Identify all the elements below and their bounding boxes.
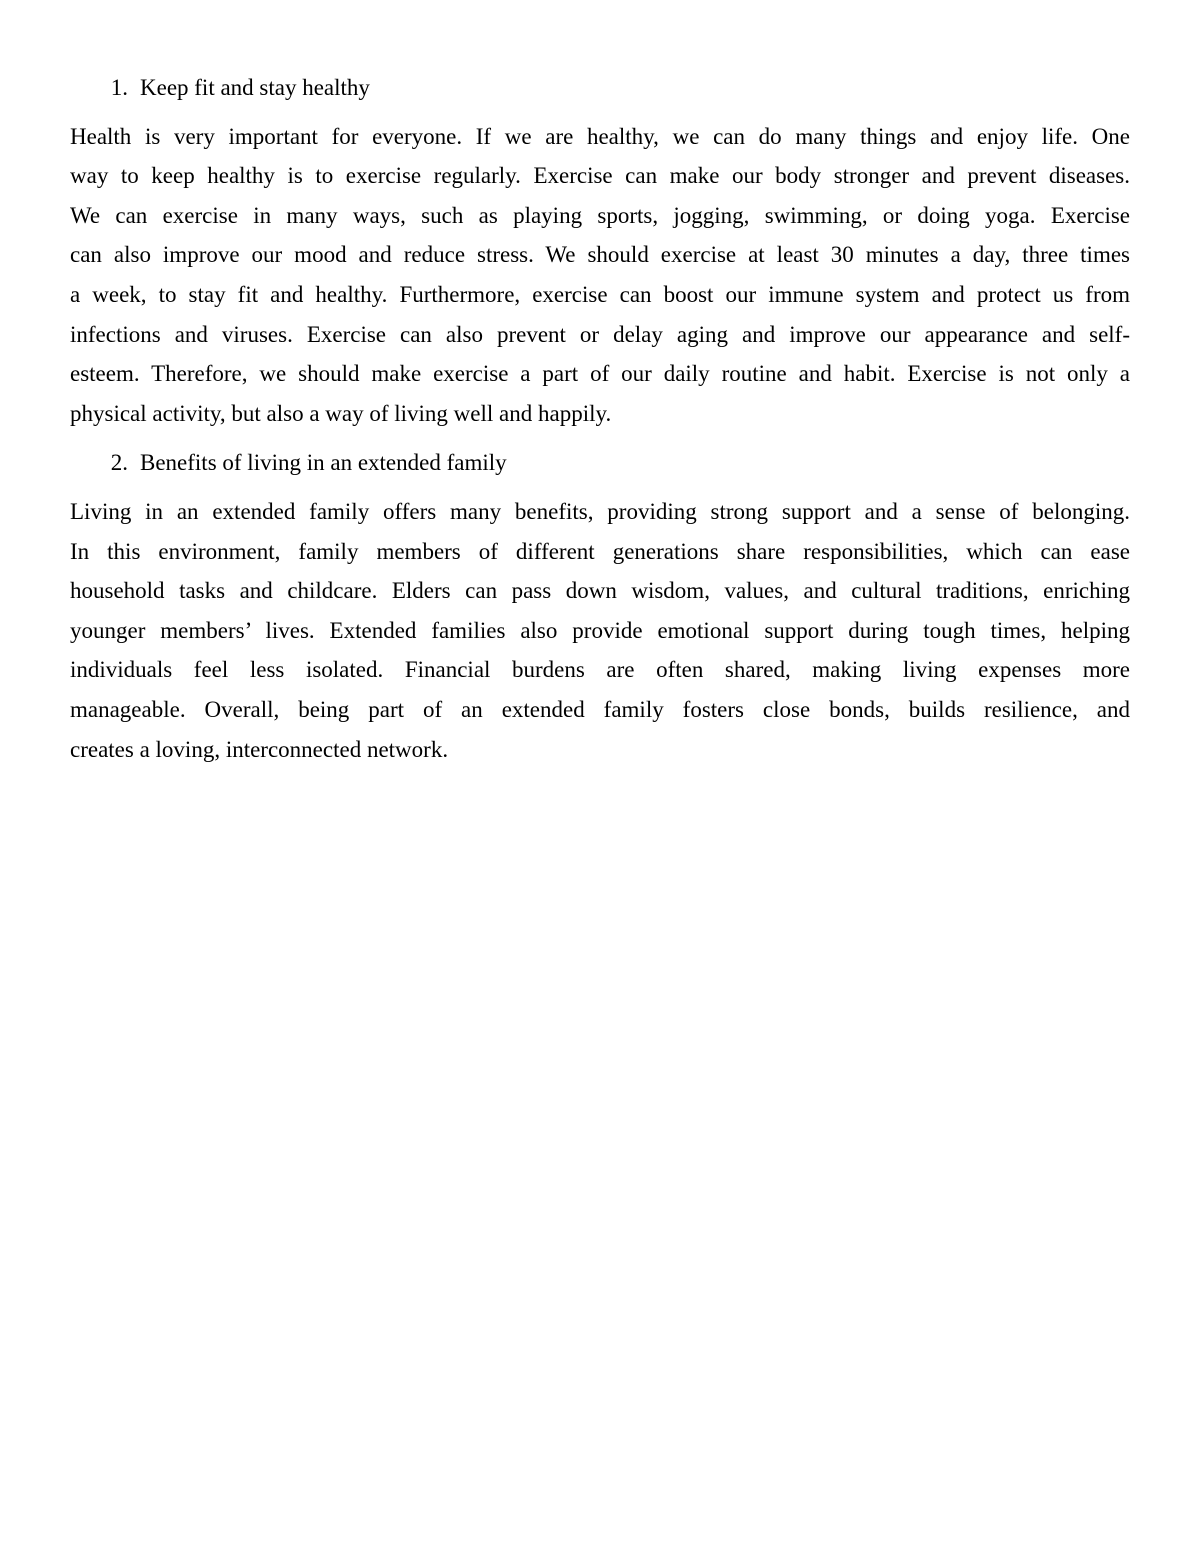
paragraph-line: physical activity, but also a way of living well and happily. — [70, 400, 612, 426]
paragraph-line: In this environment, family members of different generations share responsibilities, which can ease — [70, 538, 1130, 564]
paragraph-line: way to keep healthy is to exercise regularly. Exercise can make our body stronger and prevent diseases. — [70, 163, 1130, 189]
paragraph-line: esteem. Therefore, we should make exercise a part of our daily routine and habit. Exercise is not only a — [70, 361, 1130, 387]
paragraph-line: creates a loving, interconnected network. — [70, 736, 449, 762]
heading-text: Benefits of living in an extended family — [140, 450, 507, 476]
paragraph-line: Health is very important for everyone. If we are healthy, we can do many things and enjoy life. One — [70, 123, 1130, 149]
paragraph-line: infections and viruses. Exercise can also prevent or delay aging and improve our appearance and self- — [70, 321, 1130, 347]
paragraph-line: can also improve our mood and reduce stress. We should exercise at least 30 minutes a day, three times — [70, 242, 1130, 268]
document-page — [70, 68, 1130, 779]
paragraph-line: We can exercise in many ways, such as playing sports, jogging, swimming, or doing yoga. Exercise — [70, 202, 1130, 228]
section-heading-2 — [70, 443, 1130, 483]
section-paragraph-2 — [70, 492, 1130, 769]
paragraph-line: Living in an extended family offers many benefits, providing strong support and a sense of belonging. — [70, 498, 1130, 524]
paragraph-line: individuals feel less isolated. Financial burdens are often shared, making living expenses more — [70, 657, 1130, 683]
section-heading-1 — [70, 68, 1130, 108]
list-number: 2. — [110, 450, 128, 476]
list-number: 1. — [110, 75, 128, 100]
paragraph-line: younger members’ lives. Extended families also provide emotional support during tough times, helping — [70, 617, 1130, 643]
heading-text: Keep fit and stay healthy — [140, 75, 370, 100]
paragraph-line: manageable. Overall, being part of an extended family fosters close bonds, builds resilience, and — [70, 696, 1130, 722]
paragraph-line: household tasks and childcare. Elders can pass down wisdom, values, and cultural traditions, enriching — [70, 578, 1130, 604]
paragraph-line: a week, to stay fit and healthy. Furthermore, exercise can boost our immune system and protect us from — [70, 281, 1130, 307]
section-paragraph-1 — [70, 117, 1130, 434]
